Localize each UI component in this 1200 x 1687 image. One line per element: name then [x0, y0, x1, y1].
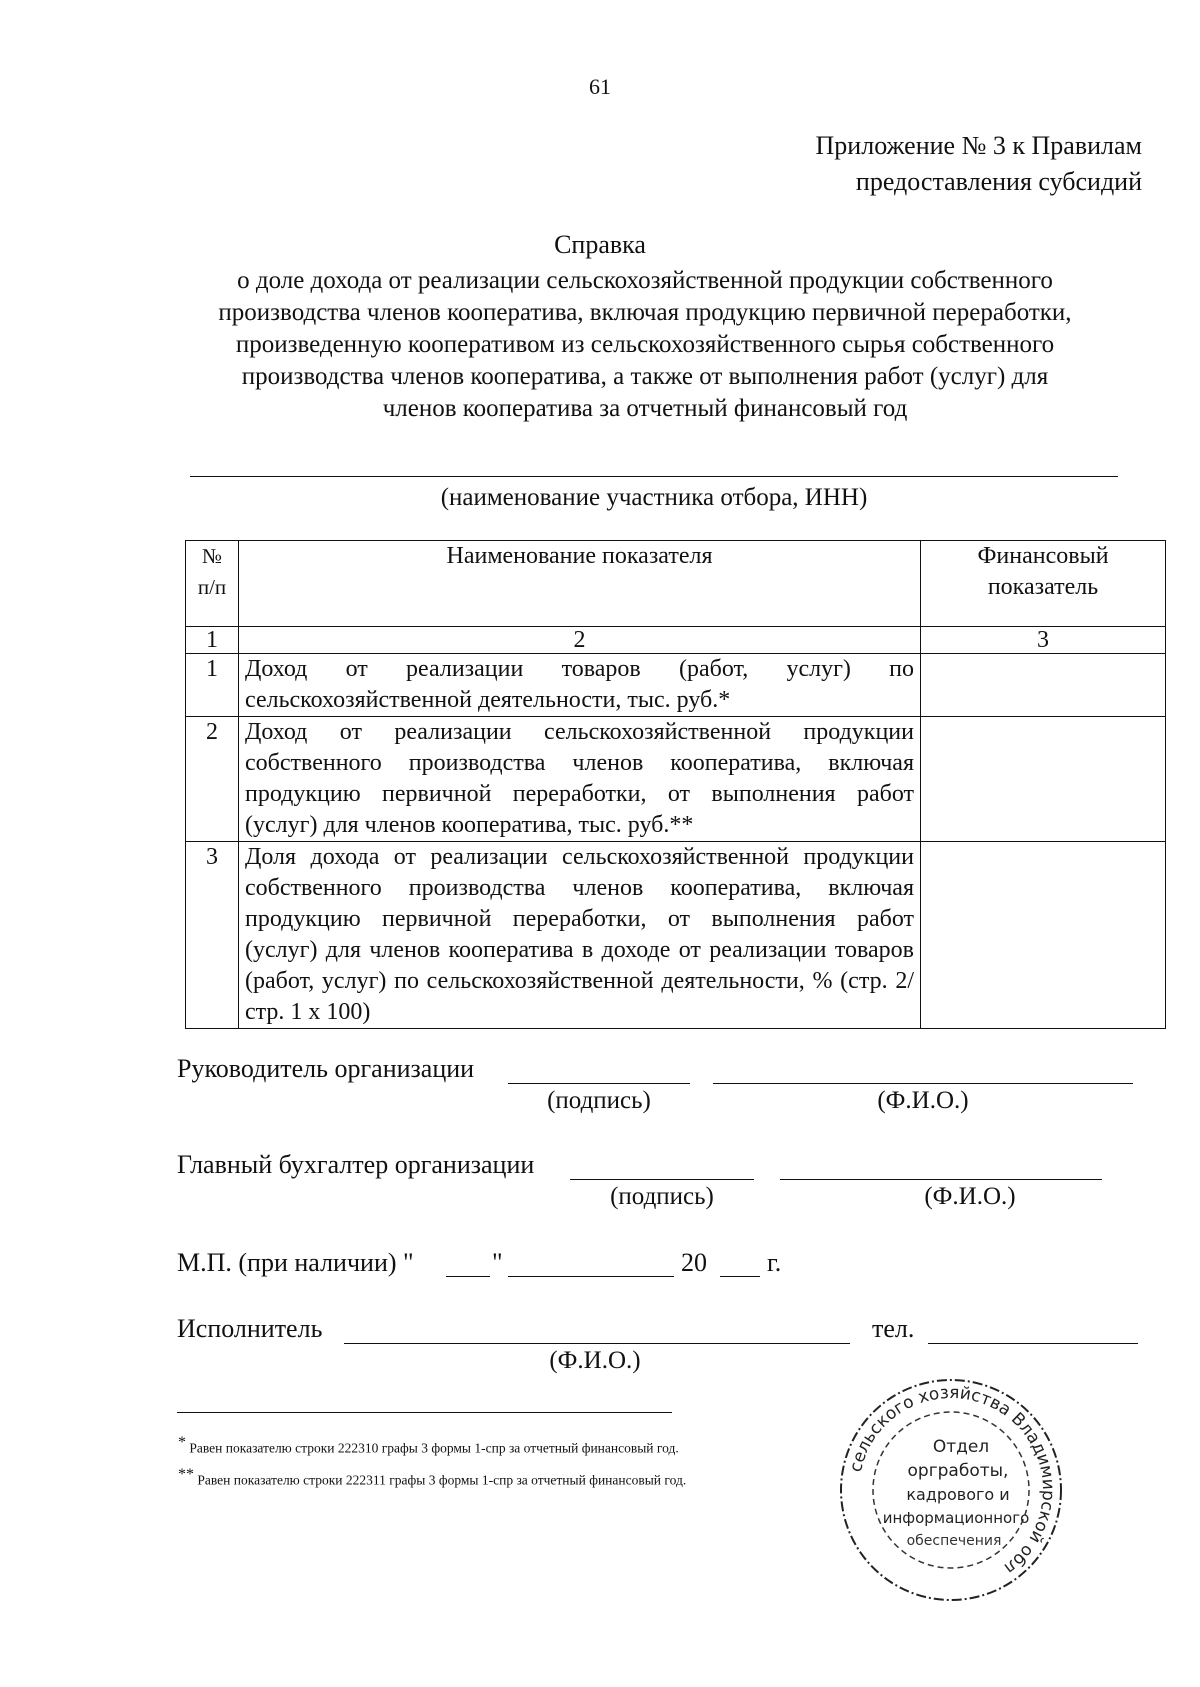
head-signature-line[interactable]	[508, 1083, 690, 1084]
subtitle-line-2: производства членов кооператива, включая продукцию первичной переработки,	[218, 299, 1072, 326]
stamp-line-1: Отдел	[932, 1437, 990, 1457]
date-year-prefix: 20	[681, 1248, 707, 1277]
row-number: 2	[186, 717, 239, 842]
row-indicator-text: Доход от реализации товаров (работ, услуг) по сельскохозяйственной деятельности, тыс. руб.*	[239, 654, 921, 717]
table-row	[186, 717, 1166, 842]
column-number-3: 3	[921, 627, 1166, 654]
header-financial-line-2: показатель	[987, 574, 1099, 600]
date-month-line[interactable]	[508, 1276, 674, 1277]
date-year-line[interactable]	[720, 1276, 760, 1277]
column-number-row	[186, 627, 1166, 654]
date-quote: "	[492, 1248, 503, 1277]
header-number	[186, 541, 239, 627]
accountant-fio-caption: (Ф.И.О.)	[924, 1183, 1016, 1210]
official-stamp	[836, 1375, 1066, 1605]
footnote-rule	[177, 1412, 672, 1413]
footnote-1	[178, 1434, 679, 1457]
participant-caption: (наименование участника отбора, ИНН)	[440, 484, 868, 511]
table-row	[186, 654, 1166, 717]
head-fio-line[interactable]	[713, 1083, 1133, 1084]
table-row	[186, 842, 1166, 1029]
participant-name-line[interactable]	[190, 476, 1118, 477]
accountant-signature-line[interactable]	[570, 1179, 754, 1180]
document-title: Справка	[554, 230, 646, 259]
page-number: 61	[589, 74, 611, 99]
seal-place-label: М.П. (при наличии) "	[177, 1248, 414, 1277]
row-financial-value[interactable]	[921, 654, 1166, 717]
appendix-line-2: предоставления субсидий	[855, 167, 1142, 196]
row-financial-value[interactable]	[921, 842, 1166, 1029]
appendix-line-1: Приложение № 3 к Правилам	[815, 131, 1142, 160]
date-year-suffix: г.	[767, 1248, 782, 1277]
phone-line[interactable]	[928, 1343, 1138, 1344]
row-indicator-text: Доход от реализации сельскохозяйственной продукции собственного производства членов кооператива, включая продукцию первичной переработки, от выполнения работ (услуг) для членов кооператива, тыс. руб.**	[239, 717, 921, 842]
row-number: 1	[186, 654, 239, 717]
stamp-line-2: оргработы,	[907, 1461, 1009, 1481]
document-subtitle	[150, 265, 1140, 425]
footnote-1-mark: *	[178, 1434, 186, 1451]
head-label: Руководитель организации	[177, 1054, 475, 1083]
footnote-1-text: Равен показателю строки 222310 графы 3 формы 1-спр за отчетный финансовый год.	[189, 1440, 679, 1456]
row-financial-value[interactable]	[921, 717, 1166, 842]
footnote-2-text: Равен показателю строки 222311 графы 3 формы 1-спр за отчетный финансовый год.	[197, 1472, 687, 1488]
appendix-reference	[816, 128, 1142, 200]
accountant-fio-line[interactable]	[780, 1179, 1102, 1180]
header-financial-indicator	[921, 541, 1166, 627]
stamp-ring-textpath: сельского хозяйства Владимирской обл	[845, 1382, 1059, 1578]
subtitle-line-4: производства членов кооператива, а также от выполнения работ (услуг) для	[241, 363, 1049, 390]
column-number-1: 1	[186, 627, 239, 654]
executor-fio-line[interactable]	[344, 1343, 850, 1344]
row-number: 3	[186, 842, 239, 1029]
subtitle-line-3: произведенную кооперативом из сельскохозяйственного сырья собственного	[235, 331, 1055, 358]
header-number-label: п/п	[197, 575, 227, 599]
header-financial-line-1: Финансовый	[977, 543, 1109, 569]
table-header-row	[186, 541, 1166, 627]
footnote-2	[178, 1466, 686, 1489]
report-table	[185, 540, 1166, 1029]
header-number-symbol: №	[201, 544, 223, 568]
accountant-signature-caption: (подпись)	[610, 1183, 714, 1210]
subtitle-line-5: членов кооператива за отчетный финансовый год	[382, 395, 908, 422]
row-indicator-text: Доля дохода от реализации сельскохозяйственной продукции собственного производства членов кооператива, включая продукцию первичной переработки, от выполнения работ (услуг) для членов кооператива в доходе от реализации товаров (работ, услуг) по сельскохозяйственной деятельности, % (стр. 2/стр. 1 х 100)	[239, 842, 921, 1029]
head-signature-caption: (подпись)	[547, 1087, 651, 1114]
stamp-line-3: кадрового и	[906, 1485, 1010, 1504]
date-day-line[interactable]	[446, 1276, 490, 1277]
head-fio-caption: (Ф.И.О.)	[877, 1087, 969, 1114]
executor-label: Исполнитель	[177, 1314, 323, 1343]
phone-label: тел.	[872, 1314, 915, 1343]
column-number-2: 2	[239, 627, 921, 654]
header-indicator-name: Наименование показателя	[239, 541, 921, 627]
footnote-2-mark: **	[178, 1466, 194, 1483]
stamp-line-5: обеспечения	[906, 1533, 1002, 1549]
stamp-line-4: информационного	[882, 1509, 1030, 1527]
executor-fio-caption: (Ф.И.О.)	[549, 1347, 641, 1374]
subtitle-line-1: о доле дохода от реализации сельскохозяйственной продукции собственного	[237, 267, 1053, 294]
accountant-label: Главный бухгалтер организации	[177, 1150, 535, 1179]
